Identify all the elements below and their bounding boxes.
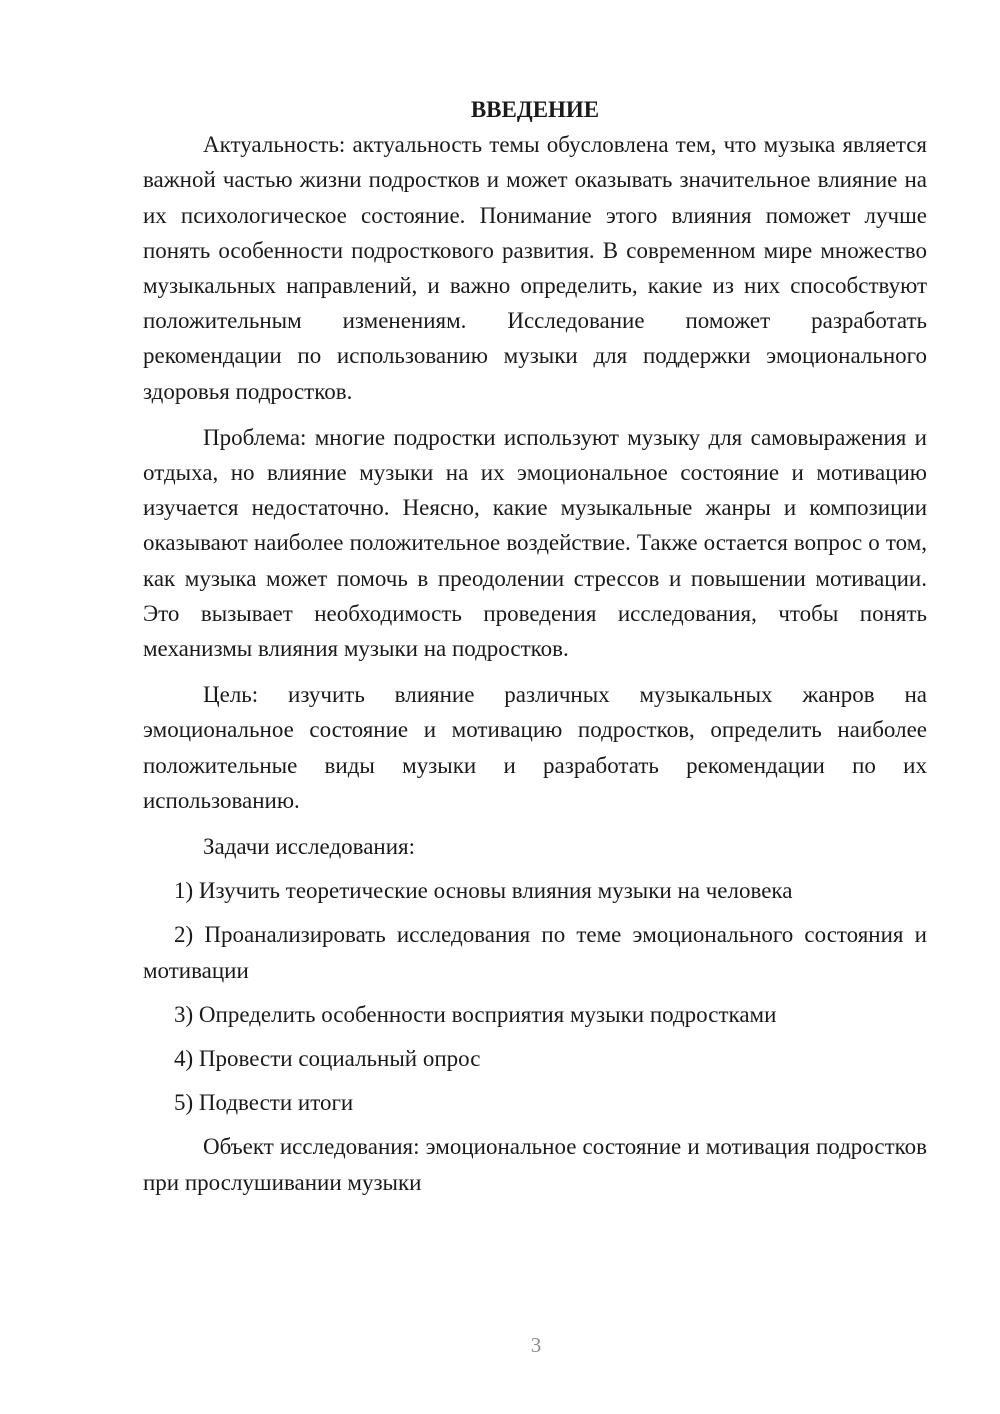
section-title: ВВЕДЕНИЕ: [470, 97, 600, 122]
paragraph-object: Объект исследования: эмоциональное состояние и мотивация подростков при прослушивании музыки: [143, 1134, 927, 1195]
task-item-2: 2) Проанализировать исследования по теме эмоционального состояния и мотивации: [143, 922, 927, 983]
task-item-4: 4) Провести социальный опрос: [174, 1046, 481, 1072]
paragraph-tasks-heading: Задачи исследования:: [203, 834, 416, 860]
document-body: [143, 92, 927, 1200]
paragraph-problem: Проблема: многие подростки используют музыку для самовыражения и отдыха, но влияние музыки на их эмоциональное состояние и мотивацию изучается недостаточно. Неясно, какие музыкальные жанры и композиции оказывают наиболее положительное воздействие. Также остается вопрос о том, как музыка может помочь в преодолении стрессов и повышении мотивации. Это вызывает необходимость проведения исследования, чтобы понять механизмы влияния музыки на подростков.: [143, 424, 927, 662]
paragraph-goal: Цель: изучить влияние различных музыкальных жанров на эмоциональное состояние и мотивацию подростков, определить наиболее положительные виды музыки и разработать рекомендации по их использованию.: [143, 682, 927, 813]
task-item-1: 1) Изучить теоретические основы влияния музыки на человека: [174, 878, 793, 904]
page-number: 3: [530, 1333, 542, 1357]
task-item-3: 3) Определить особенности восприятия музыки подростками: [174, 1001, 777, 1027]
paragraph-relevance: Актуальность: актуальность темы обусловлена тем, что музыка является важной частью жизни подростков и может оказывать значительное влияние на их психологическое состояние. Понимание этого влияния поможет лучше понять особенности подросткового развития. В современном мире множество музыкальных направлений, и важно определить, какие из них способствуют положительным изменениям. Исследование поможет разработать рекомендации по использованию музыки для поддержки эмоционального здоровья подростков.: [143, 132, 927, 404]
task-item-5: 5) Подвести итоги: [174, 1090, 354, 1116]
